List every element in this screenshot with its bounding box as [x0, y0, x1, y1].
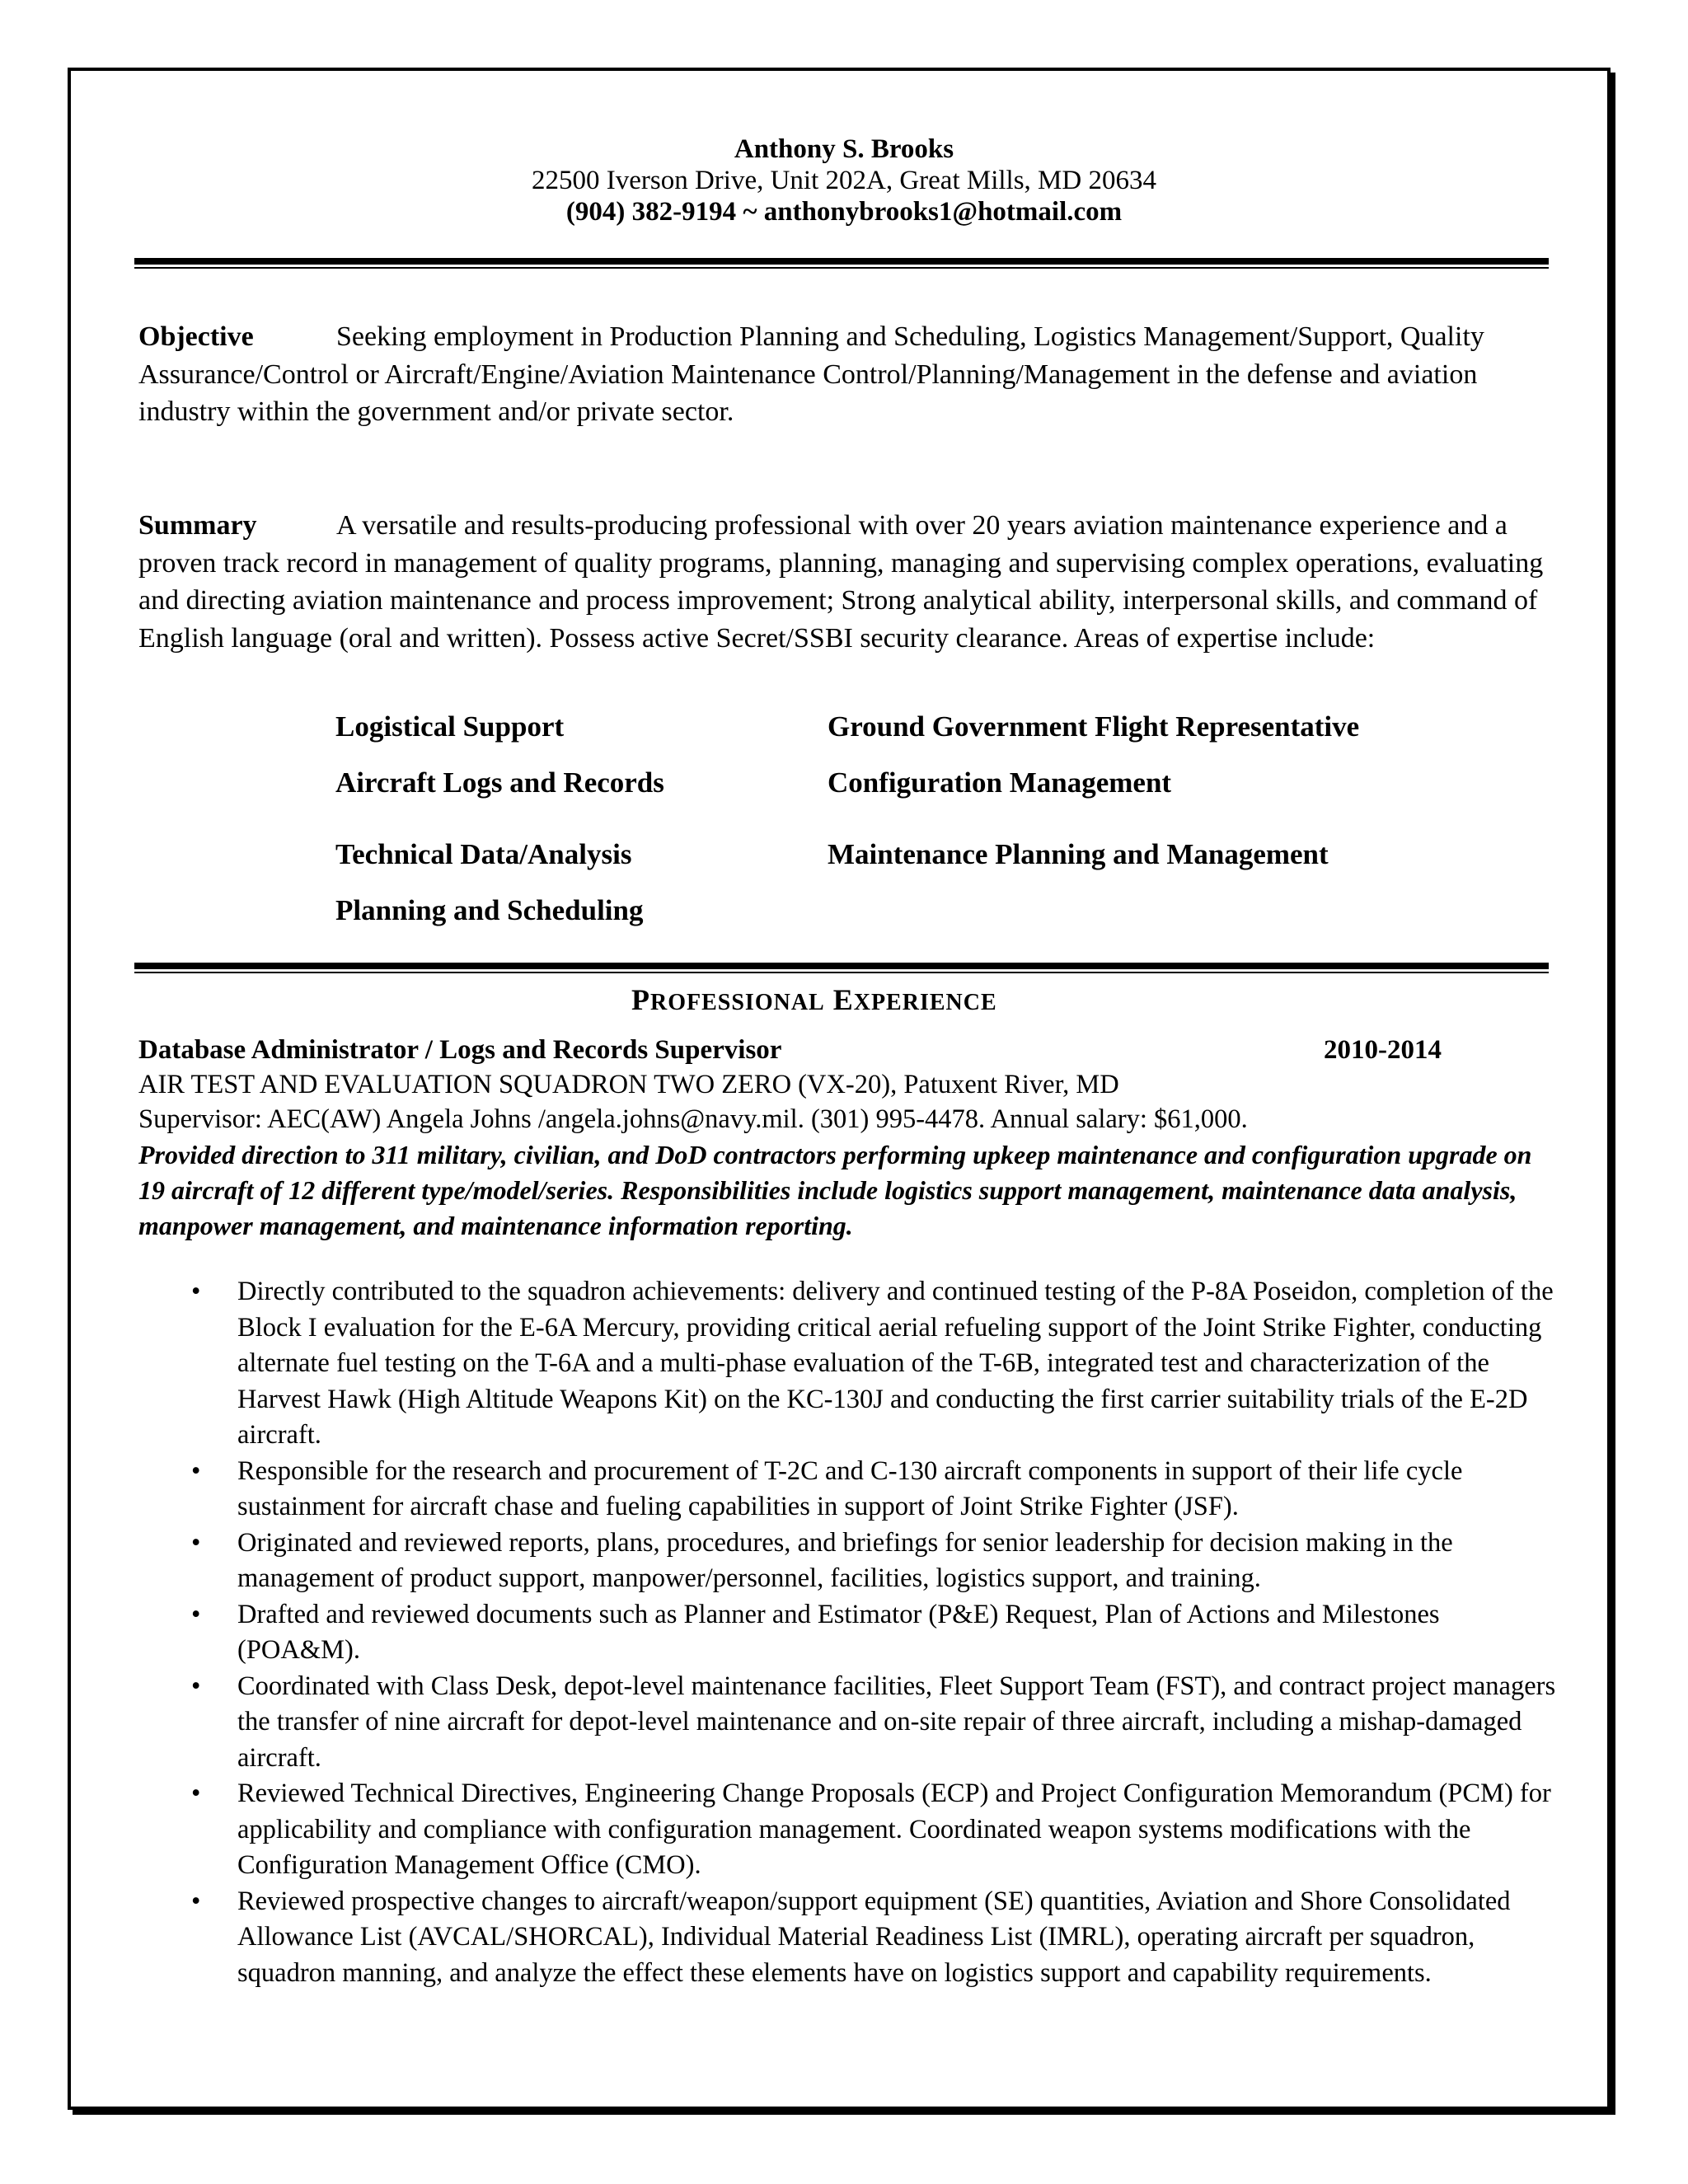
list-item: • Responsible for the research and procurement of T-2C and C-130 aircraft components in support of their life cycle sustainment for aircraft chase and fueling capabilities in support of Joint Strike Fighter (JSF). — [138, 1454, 1556, 1526]
expertise-item: Technical Data/Analysis — [335, 838, 632, 870]
bullet-icon: • — [191, 1779, 201, 1808]
objective-section — [138, 318, 1556, 431]
expertise-item: Logistical Support — [335, 710, 565, 743]
list-item: • Coordinated with Class Desk, depot-level maintenance facilities, Fleet Support Team (FST), and contract project managers the transfer of nine aircraft for depot-level maintenance and on-site repair of three aircraft, including a mishap-damaged aircraft. — [138, 1669, 1556, 1777]
header-rule-thick — [134, 258, 1549, 265]
section-rule-thick — [134, 963, 1549, 969]
job-title: Database Administrator / Logs and Records Supervisor — [138, 1035, 782, 1065]
expertise-item: Planning and Scheduling — [335, 894, 644, 926]
bullet-icon: • — [191, 1455, 201, 1486]
summary-label: Summary — [138, 510, 257, 541]
job-organization: AIR TEST AND EVALUATION SQUADRON TWO ZERO (VX-20), Patuxent River, MD — [138, 1070, 1119, 1099]
expertise-item: Configuration Management — [828, 766, 1172, 799]
expertise-item: Ground Government Flight Representative — [828, 710, 1360, 743]
bullet-icon: • — [191, 1671, 201, 1701]
objective-label: Objective — [138, 321, 254, 352]
bullet-icon: • — [191, 1527, 201, 1558]
bullet-icon: • — [191, 1886, 201, 1916]
job-years: 2010-2014 — [1324, 1035, 1442, 1065]
summary-text: A versatile and results-producing professional with over 20 years aviation maintenance experience and a proven track record in management of quality programs, planning, managing and supervising complex operations, evaluating and directing aviation maintenance and process improvement; Strong analytical ability, interpersonal skills, and command of English language (oral and written). Possess active Secret/SSBI security clearance. Areas of expertise include: — [138, 510, 1544, 654]
expertise-item: Aircraft Logs and Records — [335, 766, 664, 799]
candidate-name: Anthony S. Brooks — [734, 134, 954, 164]
list-item: • Originated and reviewed reports, plans, procedures, and briefings for senior leadership for decision making in the management of product support, manpower/personnel, facilities, logistics support, and training. — [138, 1526, 1556, 1597]
section-rule-thin — [134, 972, 1549, 973]
job-supervisor: Supervisor: AEC(AW) Angela Johns /angela.johns@navy.mil. (301) 995-4478. Annual salary: $61,000. — [138, 1104, 1248, 1134]
candidate-contact: (904) 382-9194 ~ anthonybrooks1@hotmail.com — [565, 197, 1123, 227]
list-item: • Directly contributed to the squadron achievements: delivery and continued testing of the P-8A Poseidon, completion of the Block I evaluation for the E-6A Mercury, providing critical aerial refueling support of the Joint Strike Fighter, conducting alternate fuel testing on the T-6A and a multi-phase evaluation of the T-6B, integrated test and characterization of the Harvest Hawk (High Altitude Weapons Kit) on the KC-130J and conducting the first carrier suitability trials of the E-2D aircraft. — [138, 1274, 1556, 1454]
list-item: • Reviewed prospective changes to aircraft/weapon/support equipment (SE) quantities, Aviation and Shore Consolidated Allowance List (AVCAL/SHORCAL), Individual Material Readiness List (IMRL), operating aircraft per squadron, squadron manning, and analyze the effect these elements have on logistics support and capability requirements. — [138, 1884, 1556, 1992]
list-item: • Reviewed Technical Directives, Engineering Change Proposals (ECP) and Project Configuration Memorandum (PCM) for applicability and compliance with configuration management. Coordinated weapon systems modifications with the Configuration Management Office (CMO). — [138, 1776, 1556, 1884]
bullet-icon: • — [191, 1277, 201, 1306]
bullet-icon: • — [191, 1599, 201, 1629]
header-rule-thin — [134, 267, 1549, 269]
responsibilities-list — [138, 1274, 1556, 1991]
candidate-address: 22500 Iverson Drive, Unit 202A, Great Mills, MD 20634 — [531, 166, 1156, 195]
job-description: Provided direction to 311 military, civilian, and DoD contractors performing upkeep maintenance and configuration upgrade on 19 aircraft of 12 different type/model/series. Responsibilities include logistics support management, maintenance data analysis, manpower management, and maintenance information reporting. — [138, 1140, 1532, 1240]
experience-section-title: PROFESSIONAL EXPERIENCE — [631, 983, 997, 1016]
summary-section — [138, 507, 1556, 657]
list-item: • Drafted and reviewed documents such as Planner and Estimator (P&E) Request, Plan of Actions and Milestones (POA&M). — [138, 1597, 1556, 1669]
expertise-item: Maintenance Planning and Management — [828, 838, 1329, 870]
objective-text: Seeking employment in Production Planning and Scheduling, Logistics Management/Support, Quality Assurance/Control or Aircraft/Engine/Aviation Maintenance Control/Planning/Management in the defense and aviation industry within the government and/or private sector. — [138, 321, 1484, 427]
